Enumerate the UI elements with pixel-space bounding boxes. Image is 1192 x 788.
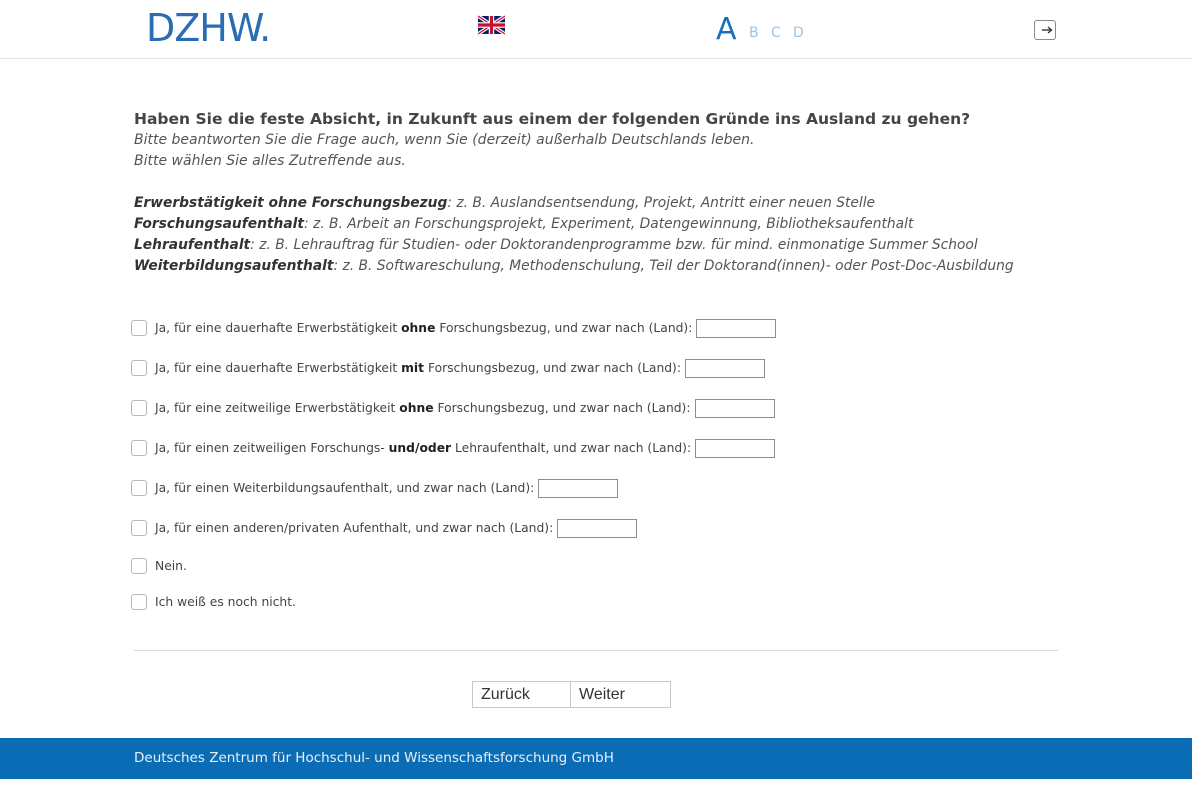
checkbox[interactable] — [131, 558, 147, 574]
option-other-private — [131, 517, 637, 539]
exit-arrow-icon — [1035, 21, 1055, 39]
option-label: Ich weiß es noch nicht. — [155, 595, 296, 609]
option-label: Ja, für einen Weiterbildungsaufenthalt, und zwar nach (Land): — [155, 481, 535, 495]
checkbox[interactable] — [131, 520, 147, 536]
definition-text: : z. B. Lehrauftrag für Studien- oder Doktorandenprogramme bzw. für mind. einmonatige Summer School — [250, 237, 978, 253]
footer-text: Deutsches Zentrum für Hochschul- und Wissenschaftsforschung GmbH — [134, 750, 614, 766]
definition-line — [134, 193, 1064, 214]
dzhw-logo: DZHW. — [146, 6, 271, 50]
next-button[interactable]: Weiter — [571, 681, 671, 708]
country-input[interactable] — [696, 319, 776, 338]
option-label: Ja, für einen zeitweiligen Forschungs- und/oder Lehraufenthalt, und zwar nach (Land): — [155, 441, 692, 455]
back-button[interactable]: Zurück — [472, 681, 571, 708]
option-temporary-research-teaching — [131, 437, 775, 459]
option-label: Ja, für eine dauerhafte Erwerbstätigkeit ohne Forschungsbezug, und zwar nach (Land): — [155, 321, 693, 335]
definition-term: Weiterbildungsaufenthalt — [134, 258, 334, 274]
option-dont-know — [131, 591, 296, 613]
checkbox[interactable] — [131, 440, 147, 456]
definition-line — [134, 256, 1064, 277]
option-permanent-work-with-research — [131, 357, 765, 379]
option-further-training — [131, 477, 618, 499]
footer — [0, 738, 1192, 779]
font-size-a[interactable]: A — [716, 12, 737, 47]
checkbox[interactable] — [131, 400, 147, 416]
country-input[interactable] — [538, 479, 618, 498]
definition-line — [134, 214, 1064, 235]
option-label: Ja, für eine dauerhafte Erwerbstätigkeit mit Forschungsbezug, und zwar nach (Land): — [155, 361, 681, 375]
definition-text: : z. B. Arbeit an Forschungsprojekt, Experiment, Datengewinnung, Bibliotheksaufenthalt — [303, 216, 914, 232]
definition-text: : z. B. Auslandsentsendung, Projekt, Antritt einer neuen Stelle — [447, 195, 876, 211]
option-label: Ja, für einen anderen/privaten Aufenthalt, und zwar nach (Land): — [155, 521, 554, 535]
checkbox[interactable] — [131, 480, 147, 496]
definition-text: : z. B. Softwareschulung, Methodenschulung, Teil der Doktorand(innen)- oder Post-Doc-Ausbildung — [333, 258, 1014, 274]
country-input[interactable] — [685, 359, 765, 378]
question-note-1: Bitte beantworten Sie die Frage auch, wenn Sie (derzeit) außerhalb Deutschlands leben. — [134, 132, 755, 148]
header — [0, 0, 1192, 59]
option-temporary-work-no-research — [131, 397, 775, 419]
checkbox[interactable] — [131, 360, 147, 376]
option-label: Nein. — [155, 559, 187, 573]
country-input[interactable] — [695, 399, 775, 418]
country-input[interactable] — [695, 439, 775, 458]
definition-term: Erwerbstätigkeit ohne Forschungsbezug — [134, 195, 448, 211]
definition-line — [134, 235, 1064, 256]
font-size-c[interactable]: C — [771, 25, 781, 41]
definition-term: Lehraufenthalt — [134, 237, 251, 253]
exit-button[interactable] — [1034, 20, 1056, 40]
font-size-b[interactable]: B — [749, 25, 759, 41]
font-size-d[interactable]: D — [793, 25, 804, 41]
option-permanent-work-no-research — [131, 317, 776, 339]
checkbox[interactable] — [131, 594, 147, 610]
option-label: Ja, für eine zeitweilige Erwerbstätigkeit ohne Forschungsbezug, und zwar nach (Land): — [155, 401, 691, 415]
country-input[interactable] — [557, 519, 637, 538]
navigation — [472, 681, 671, 708]
question-block — [134, 108, 1064, 277]
question-title: Haben Sie die feste Absicht, in Zukunft aus einem der folgenden Gründe ins Ausland zu gehen? — [134, 110, 971, 128]
checkbox[interactable] — [131, 320, 147, 336]
divider — [134, 650, 1058, 651]
uk-flag-icon[interactable] — [478, 15, 505, 35]
question-note-2: Bitte wählen Sie alles Zutreffende aus. — [134, 153, 406, 169]
option-no — [131, 555, 187, 577]
definition-term: Forschungsaufenthalt — [134, 216, 304, 232]
